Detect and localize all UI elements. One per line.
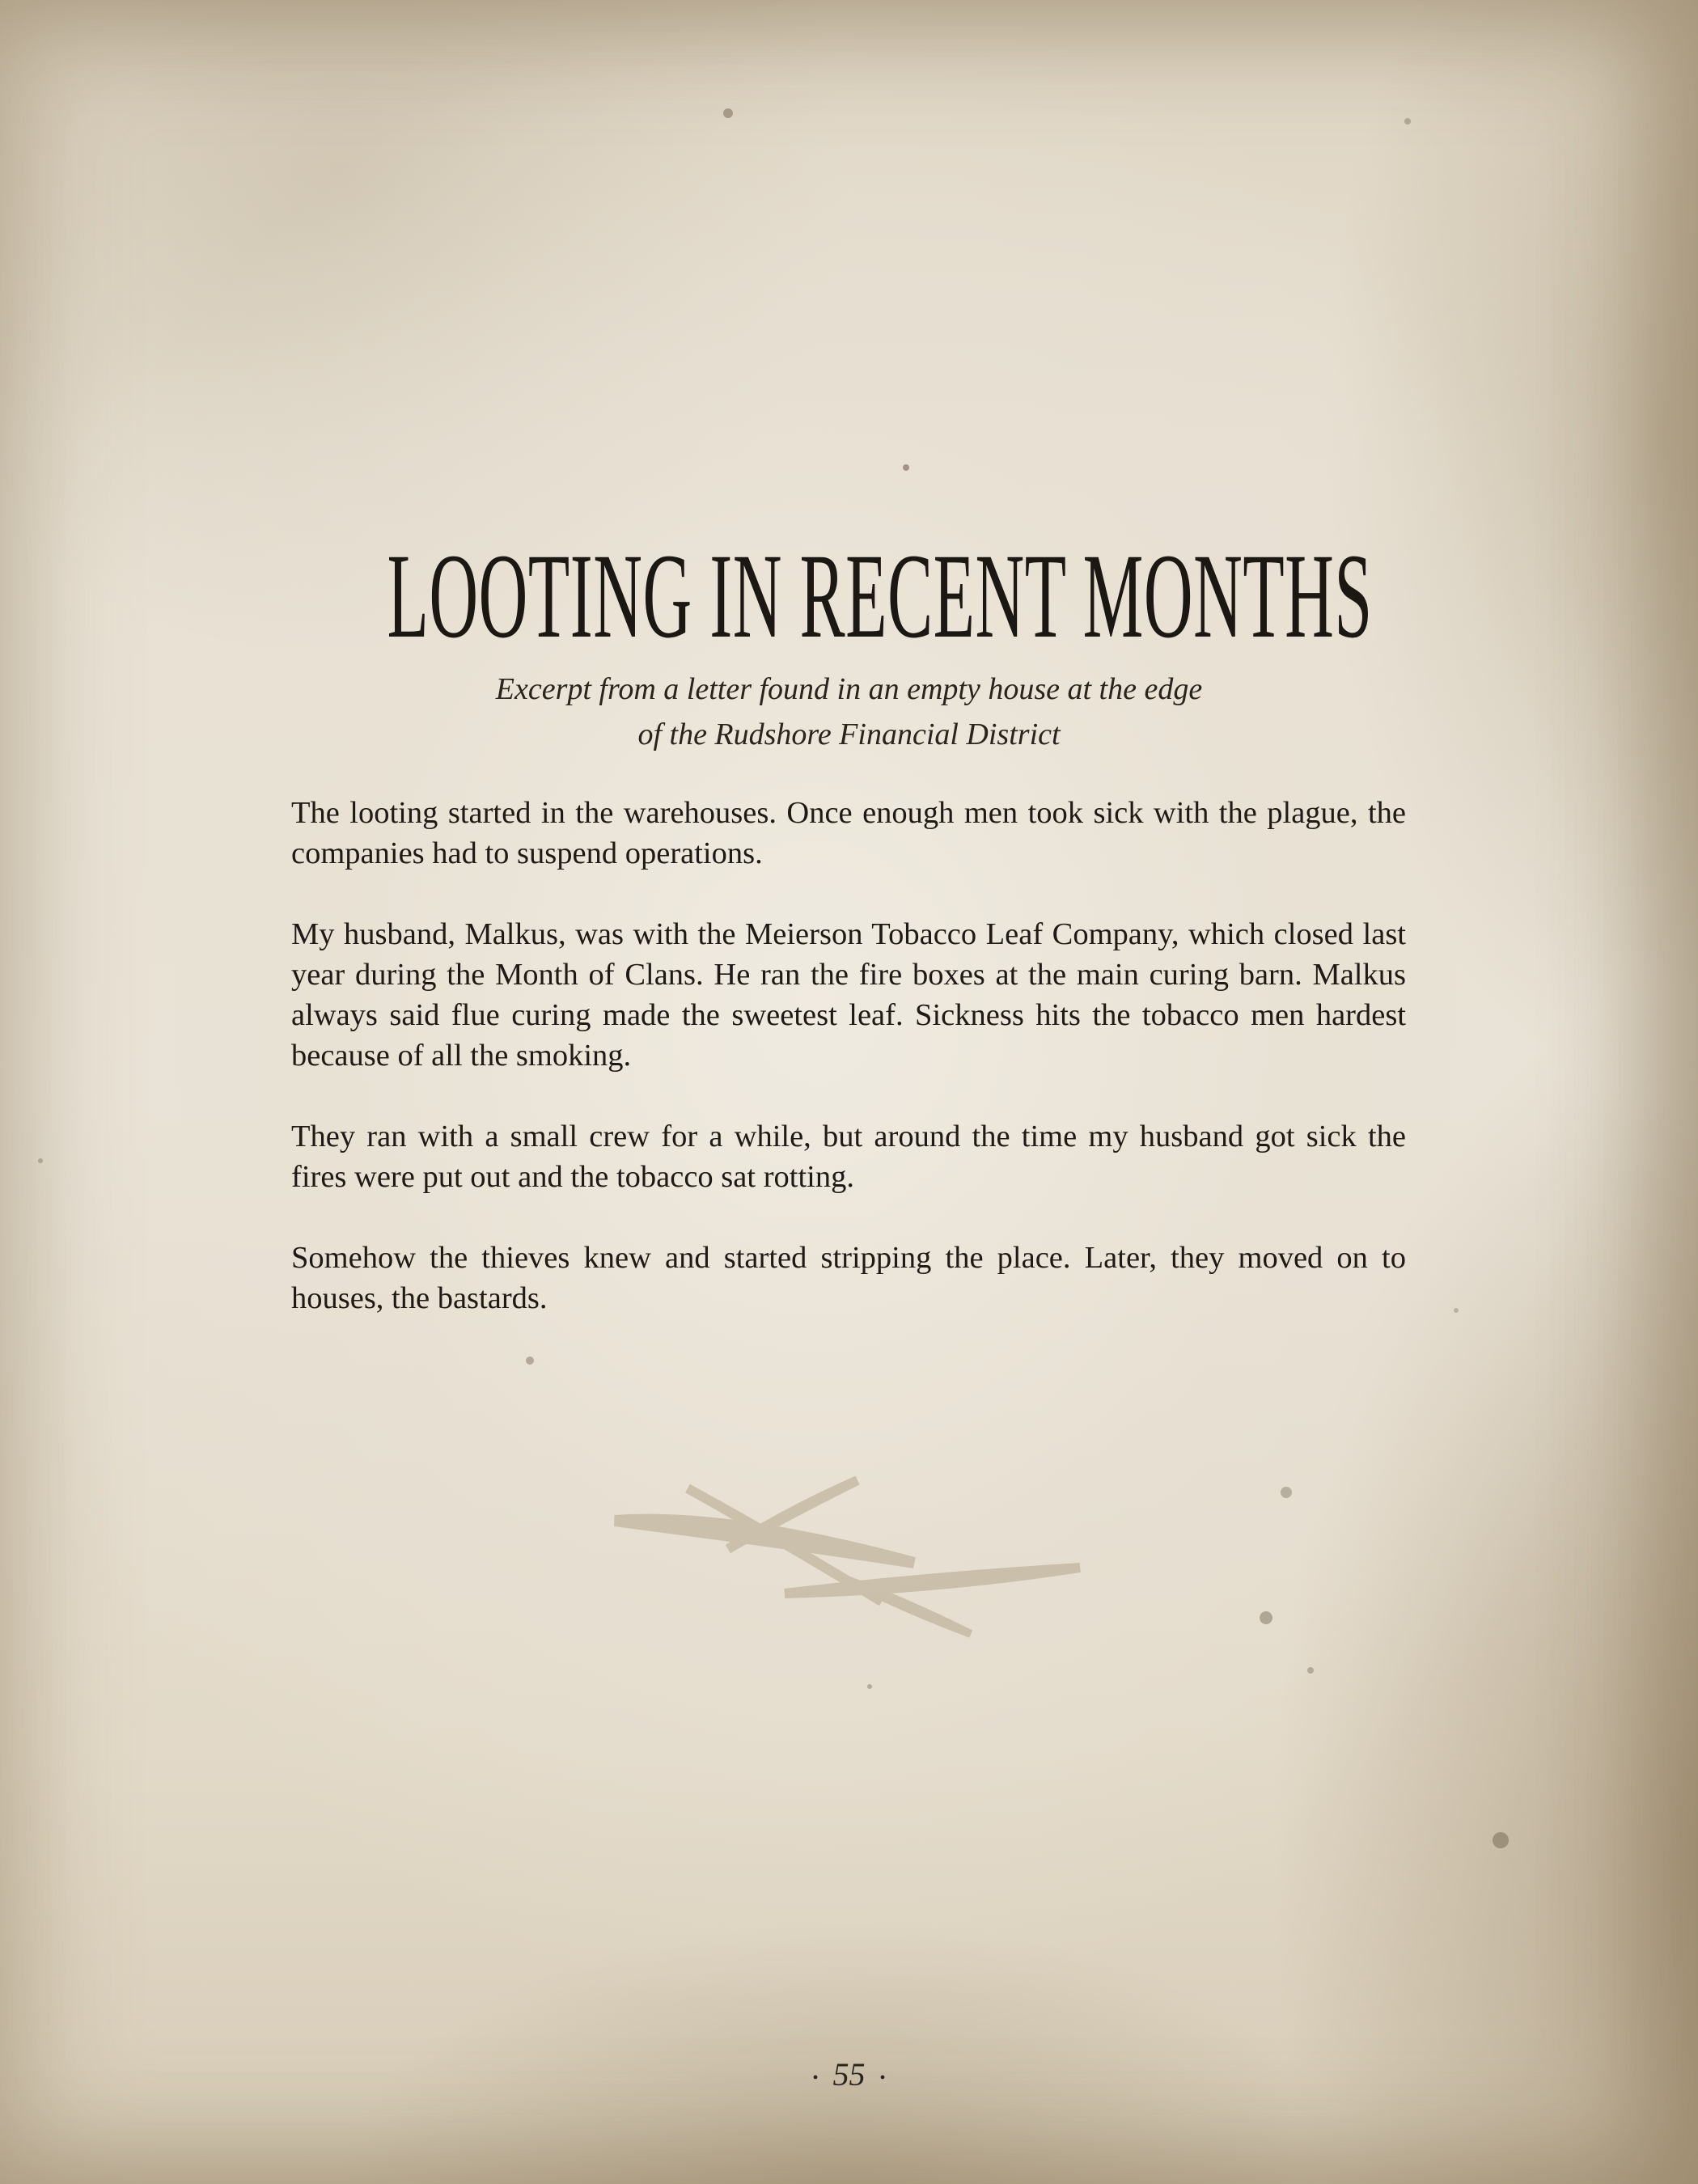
ornament-left: •: [812, 2068, 819, 2087]
letter-body: [291, 793, 1406, 1359]
page-number: 55: [832, 2056, 866, 2093]
crossed-slashes-mark-icon: [599, 1456, 1100, 1650]
paragraph: Somehow the thieves knew and started stripping the place. Later, they moved on to houses, the bastards.: [291, 1241, 1406, 1315]
paragraph: The looting started in the warehouses. Once enough men took sick with the plague, the companies had to suspend operations.: [291, 796, 1406, 870]
paragraph: They ran with a small crew for a while, but around the time my husband got sick the fires were put out and the tobacco sat rotting.: [291, 1120, 1406, 1194]
page-number-footer: [0, 2055, 1698, 2098]
paragraph: My husband, Malkus, was with the Meierson Tobacco Leaf Company, which closed last year during the Month of Clans. He ran the fire boxes at the main curing barn. Malkus always said flue curing made the sweetest leaf. Sickness hits the tobacco men hardest because of all the smoking.: [291, 917, 1406, 1073]
ornament-right: •: [879, 2068, 886, 2087]
subtitle-line-2: of the Rudshore Financial District: [637, 717, 1061, 751]
subtitle-line-1: Excerpt from a letter found in an empty house at the edge: [495, 672, 1203, 706]
page-title: LOOTING IN RECENT MONTHS: [387, 529, 1373, 663]
